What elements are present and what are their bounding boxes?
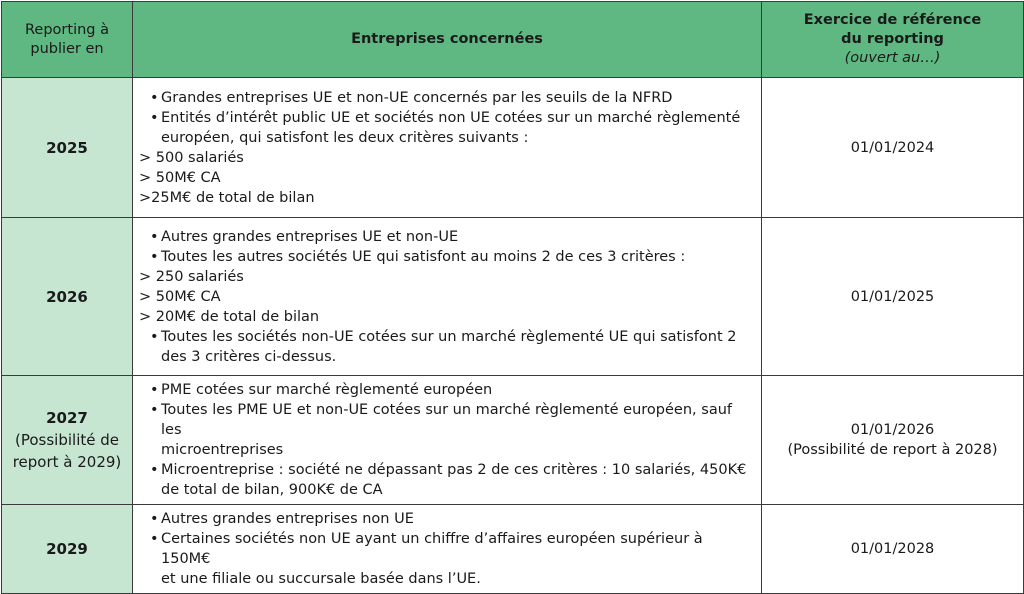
list-item: • Toutes les PME UE et non-UE cotées sur un marché règlementé européen, sauf les microentreprises xyxy=(139,400,755,460)
header-reporting-year: Reporting à publier en xyxy=(2,2,133,78)
criteria-line: > 250 salariés xyxy=(139,268,244,285)
table-row xyxy=(2,78,1024,218)
year-label: 2029 xyxy=(46,540,88,558)
year-cell xyxy=(2,218,133,376)
criteria-line: > 50M€ CA xyxy=(139,169,221,186)
criteria-line: > 500 salariés xyxy=(139,149,244,166)
header-companies: Entreprises concernées xyxy=(133,2,762,78)
year-label: 2025 xyxy=(46,138,88,157)
csrd-reporting-table xyxy=(1,1,1024,594)
reference-date: 01/01/2026 xyxy=(850,422,935,438)
table-row xyxy=(2,218,1024,376)
reference-date: 01/01/2028 xyxy=(850,541,935,557)
reference-date: 01/01/2025 xyxy=(850,288,935,305)
list-item: • Toutes les autres sociétés UE qui satisfont au moins 2 de ces 3 critères : xyxy=(139,247,755,267)
header-reference-year xyxy=(762,2,1024,78)
date-cell xyxy=(762,78,1024,218)
criteria-line: >25M€ de total de bilan xyxy=(139,189,315,206)
list-item: • Toutes les sociétés non-UE cotées sur un marché règlementé UE qui satisfont 2 des 3 critères ci-dessus. xyxy=(139,327,755,367)
header-reference-title: Exercice de référence du reporting xyxy=(803,12,982,47)
date-cell xyxy=(762,376,1024,505)
list-item: • PME cotées sur marché règlementé européen xyxy=(139,380,755,400)
reference-date-note: (Possibilité de report à 2028) xyxy=(787,442,998,458)
companies-cell xyxy=(133,78,762,218)
list-item: • Entités d’intérêt public UE et sociétés non UE cotées sur un marché règlementé européen, qui satisfont les deux critères suivants : xyxy=(139,108,755,148)
companies-cell xyxy=(133,376,762,505)
companies-cell xyxy=(133,218,762,376)
year-cell xyxy=(2,376,133,505)
list-item: • Certaines sociétés non UE ayant un chiffre d’affaires européen supérieur à 150M€ et une filiale ou succursale basée dans l’UE. xyxy=(139,529,755,589)
year-cell xyxy=(2,505,133,594)
year-note: (Possibilité de xyxy=(15,431,119,449)
list-item: • Microentreprise : société ne dépassant pas 2 de ces critères : 10 salariés, 450K€ de total de bilan, 900K€ de CA xyxy=(139,460,755,500)
date-cell xyxy=(762,218,1024,376)
header-reference-subtitle: (ouvert au…) xyxy=(844,50,941,66)
header-row xyxy=(2,2,1024,78)
date-cell xyxy=(762,505,1024,594)
year-cell xyxy=(2,78,133,218)
criteria-line: > 20M€ de total de bilan xyxy=(139,308,320,325)
year-label: 2027 xyxy=(46,409,88,427)
year-label: 2026 xyxy=(46,287,88,306)
list-item: • Grandes entreprises UE et non-UE concernés par les seuils de la NFRD xyxy=(139,88,755,108)
table-row xyxy=(2,376,1024,505)
year-note: report à 2029) xyxy=(12,453,122,471)
criteria-line: > 50M€ CA xyxy=(139,288,221,305)
table-row xyxy=(2,505,1024,594)
list-item: • Autres grandes entreprises UE et non-UE xyxy=(139,227,755,247)
list-item: • Autres grandes entreprises non UE xyxy=(139,509,755,529)
reference-date: 01/01/2024 xyxy=(850,139,935,156)
companies-cell xyxy=(133,505,762,594)
